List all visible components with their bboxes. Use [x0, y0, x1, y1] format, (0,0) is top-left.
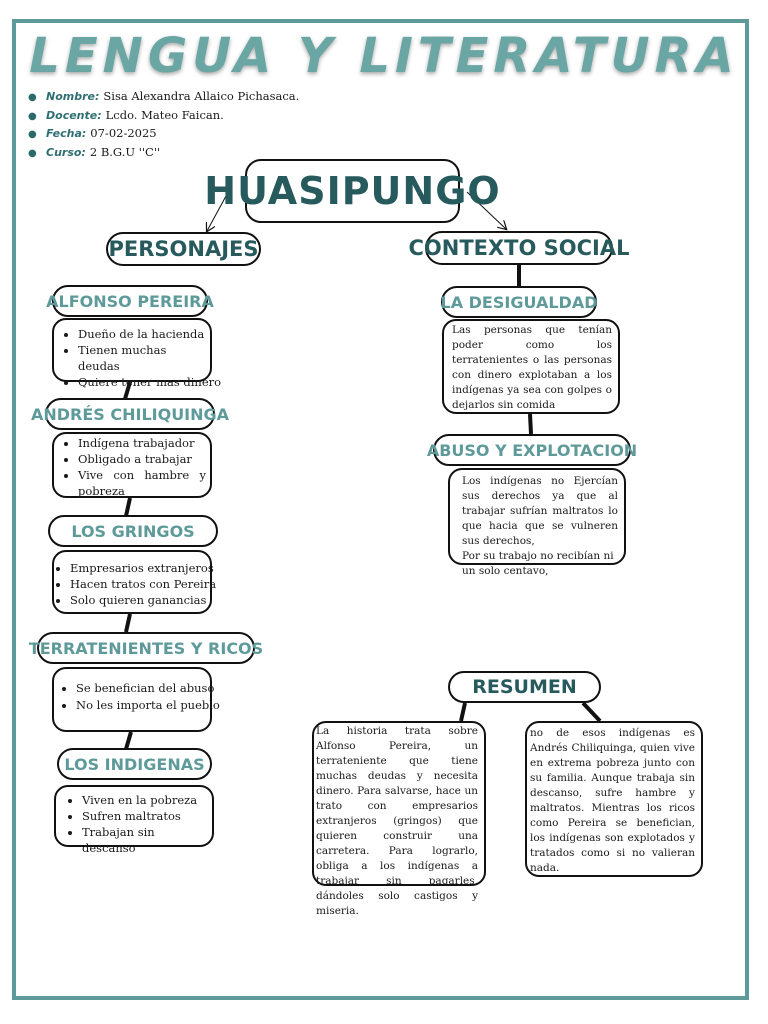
list-item: • Quiere tener mas dinero	[78, 374, 206, 390]
root-node: HUASIPUNGO	[245, 159, 460, 223]
connector	[126, 498, 130, 516]
list-item: • Dueño de la hacienda	[78, 326, 206, 342]
la-desigualdad-node: LA DESIGUALDAD	[441, 286, 597, 318]
andres-chiliquinga-node: ANDRÉS CHILIQUINGA	[45, 398, 215, 430]
abuso-explotacion-box	[448, 468, 626, 577]
los-indigenas-node: LOS INDIGENAS	[57, 748, 212, 780]
list-item: • Obligado a trabajar	[78, 451, 206, 467]
bullet-icon: ●	[28, 92, 37, 103]
connector	[461, 703, 465, 721]
los-indigenas-box	[54, 785, 214, 855]
list-item: • Vive con hambre y pobreza	[78, 467, 206, 499]
list-item: • Hacen tratos con Pereira	[70, 576, 208, 592]
list-item: • Indígena trabajador	[78, 435, 206, 451]
list-item: • Tienen muchas deudas	[78, 342, 206, 374]
desigualdad-text: Las personas que tenían poder como los terratenientes o las personas con dinero explotaban a los indígenas ya sea con golpes o dejarlos sin comida	[452, 324, 612, 411]
info-label: Curso:	[46, 145, 86, 159]
resumen-left-text: La historia trata sobre Alfonso Pereira, un terrateniente que tiene muchas deudas y necesita dinero. Para salvarse, hace un trato con empresarios extranjeros (gringos) que quieren construir una carretera. Para lograrlo, obliga a los indígenas a trabajar sin pagarles, dándoles solo castigos y miseria.	[316, 725, 478, 917]
connector	[530, 414, 531, 434]
connector	[126, 732, 131, 749]
terratenientes-list	[58, 680, 220, 714]
info-label: Fecha:	[46, 127, 87, 140]
alfonso-pereira-node: ALFONSO PEREIRA	[52, 285, 208, 317]
abuso-text: Los indígenas no Ejercían sus derechos ya que al trabajar sufrían maltratos lo que hacia que se vulneren sus derechos,	[462, 475, 618, 547]
resumen-left-box	[312, 721, 486, 917]
andres-chiliquinga-box	[52, 432, 212, 498]
terratenientes-box	[52, 667, 220, 732]
list-item: • No les importa el pueblo	[76, 697, 208, 714]
list-item: • Empresarios extranjeros	[70, 560, 208, 576]
connector	[583, 703, 600, 721]
terratenientes-node: TERRATENIENTES Y RICOS	[37, 632, 255, 664]
info-value: 07-02-2025	[90, 126, 157, 140]
personajes-heading: PERSONAJES	[106, 232, 261, 266]
resumen-right-box	[525, 721, 703, 877]
resumen-right-text: no de esos indígenas es Andrés Chiliquinga, quien vive en extrema pobreza junto con su familia. Aunque trabaja sin descanso, sufre hambre y maltratos. Mientras los ricos como Pereira se benefician, los indígenas son explotados y tratados como si no valieran nada.	[530, 727, 695, 874]
la-desigualdad-box	[442, 319, 620, 414]
list-item: • Solo quieren ganancias	[70, 592, 208, 608]
bullet-icon: ●	[28, 147, 37, 159]
resumen-heading: RESUMEN	[448, 671, 601, 703]
list-item: • Se benefician del abuso	[76, 680, 208, 697]
alfonso-pereira-list	[60, 326, 222, 390]
los-indigenas-list	[64, 792, 210, 856]
info-value: Sisa Alexandra Allaico Pichasaca.	[103, 89, 300, 103]
abuso-text-2: Por su trabajo no recibían ni un solo centavo,	[462, 550, 614, 577]
info-value: Lcdo. Mateo Faican.	[105, 107, 224, 122]
page-title: LENGUA Y LITERATURA	[29, 28, 739, 84]
alfonso-pereira-box	[52, 318, 222, 389]
andres-chiliquinga-list	[60, 435, 206, 499]
list-item: • Sufren maltratos	[82, 808, 210, 824]
los-gringos-box	[52, 550, 217, 614]
los-gringos-node: LOS GRINGOS	[48, 515, 218, 547]
bullet-icon: ●	[28, 129, 37, 140]
list-item: • Viven en la pobreza	[82, 792, 210, 808]
info-label: Docente:	[46, 108, 102, 122]
abuso-explotacion-node: ABUSO Y EXPLOTACION	[433, 434, 631, 466]
connector	[126, 614, 130, 632]
los-gringos-list	[54, 560, 217, 608]
bullet-icon: ●	[28, 110, 37, 122]
contexto-social-heading: CONTEXTO SOCIAL	[425, 231, 613, 265]
info-label: Nombre:	[46, 90, 100, 103]
list-item: • Trabajan sin descanso	[82, 824, 210, 856]
info-value: 2 B.G.U ''C''	[89, 144, 161, 159]
